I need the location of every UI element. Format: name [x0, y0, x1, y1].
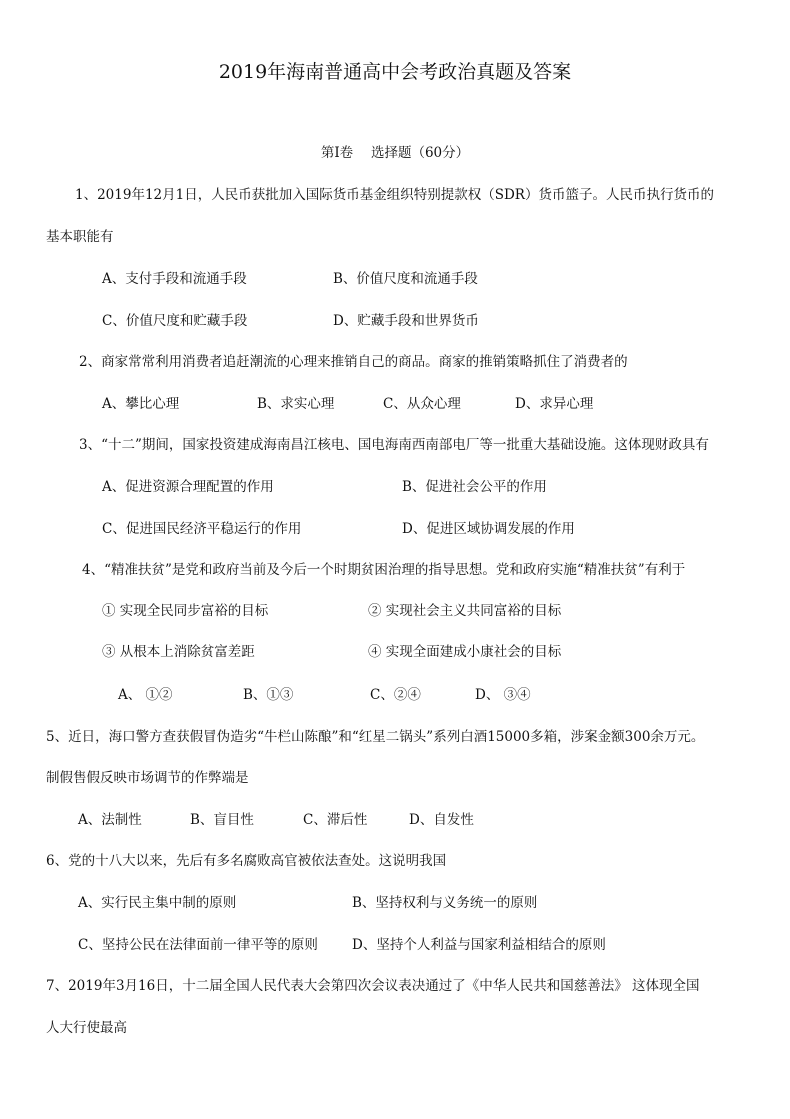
question-5-option-a: A、法制性: [78, 812, 142, 828]
question-4-item-3: ③ 从根本上消除贫富差距: [102, 644, 255, 660]
document-title: 2019年海南普通高中会考政治真题及答案: [218, 61, 572, 83]
question-4-item-2: ② 实现社会主义共同富裕的目标: [368, 603, 562, 619]
question-5-stem-line-2: 制假售假反映市场调节的作弊端是: [46, 770, 249, 786]
question-1-option-c: C、价值尺度和贮藏手段: [102, 313, 248, 329]
question-2-stem-line-1: 2、商家常常利用消费者追赶潮流的心理来推销自己的商品。商家的推销策略抓住了消费者的: [79, 354, 628, 370]
question-1-stem-line-1: 1、2019年12月1日，人民币获批加入国际货币基金组织特别提款权（SDR）货币篮子。人民币执行货币的: [75, 187, 714, 203]
question-6-stem-line-1: 6、党的十八大以来，先后有多名腐败高官被依法查处。这说明我国: [46, 853, 447, 869]
question-4-option-b: B、①③: [243, 687, 294, 703]
question-2-option-b: B、求实心理: [257, 396, 335, 412]
question-1-option-a: A、支付手段和流通手段: [102, 271, 247, 287]
question-4-item-4: ④ 实现全面建成小康社会的目标: [368, 644, 562, 660]
question-5-option-b: B、盲目性: [190, 812, 254, 828]
question-1-option-d: D、贮藏手段和世界货币: [333, 313, 479, 329]
question-4-option-d: D、 ③④: [475, 687, 531, 703]
question-3-option-a: A、促进资源合理配置的作用: [102, 479, 274, 495]
question-6-option-c: C、坚持公民在法律面前一律平等的原则: [78, 937, 318, 953]
question-5-stem-line-1: 5、近日，海口警方查获假冒伪造劣“牛栏山陈酿”和“红星二锅头”系列白酒15000多箱，涉案金额300余万元。: [46, 729, 705, 745]
question-6-option-a: A、实行民主集中制的原则: [78, 895, 237, 911]
question-6-option-b: B、坚持权利与义务统一的原则: [352, 895, 538, 911]
question-2-option-a: A、攀比心理: [102, 396, 180, 412]
question-5-option-c: C、滞后性: [303, 812, 368, 828]
section-heading: 第Ⅰ卷 选择题（60分）: [320, 145, 470, 161]
question-1-option-b: B、价值尺度和流通手段: [333, 271, 478, 287]
question-4-item-1: ① 实现全民同步富裕的目标: [102, 603, 269, 619]
question-3-stem-line-1: 3、“十二”期间，国家投资建成海南昌江核电、国电海南西南部电厂等一批重大基础设施。这体现财政具有: [79, 437, 709, 453]
question-3-option-d: D、促进区域协调发展的作用: [402, 521, 575, 537]
question-2-option-d: D、求异心理: [515, 396, 594, 412]
question-2-option-c: C、从众心理: [383, 396, 461, 412]
question-7-stem-line-2: 人大行使最高: [46, 1020, 127, 1036]
question-5-option-d: D、自发性: [409, 812, 474, 828]
question-1-stem-line-2: 基本职能有: [46, 229, 114, 245]
question-4-option-c: C、②④: [370, 687, 421, 703]
question-3-option-b: B、促进社会公平的作用: [402, 479, 547, 495]
question-4-stem-line-1: 4、“精准扶贫”是党和政府当前及今后一个时期贫困治理的指导思想。党和政府实施“精准扶贫”有利于: [82, 562, 686, 578]
question-6-option-d: D、坚持个人利益与国家利益相结合的原则: [352, 937, 606, 953]
question-3-option-c: C、促进国民经济平稳运行的作用: [102, 521, 302, 537]
question-4-option-a: A、 ①②: [118, 687, 173, 703]
question-7-stem-line-1: 7、2019年3月16日，十二届全国人民代表大会第四次会议表决通过了《中华人民共和国慈善法》 这体现全国: [46, 978, 700, 994]
